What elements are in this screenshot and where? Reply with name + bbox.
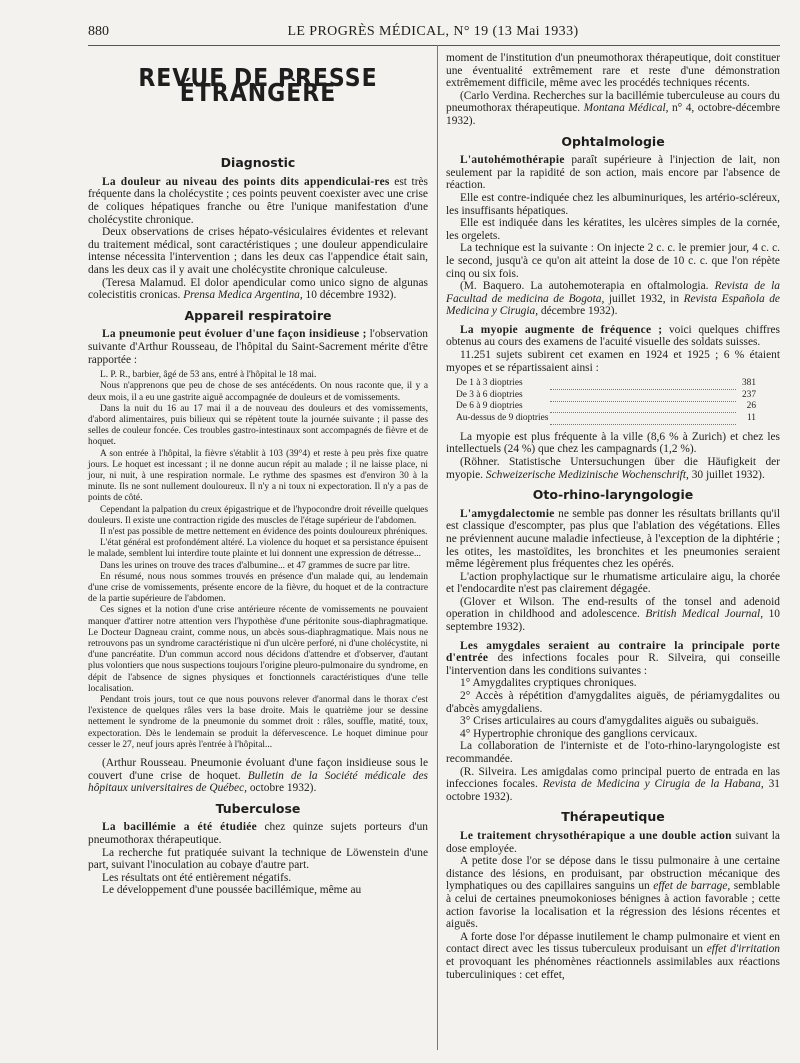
table-row	[456, 413, 756, 425]
table-cell-label: De 6 à 9 dioptries	[456, 401, 523, 412]
journal-title: Schweizerische Medizinische Wochenschrift,	[485, 468, 689, 481]
list-item: 2° Accès à répétition d'amygdalites aiguës, de périamygdalites ou d'abcès amygdaliens.	[446, 690, 780, 715]
table-cell-label: De 3 à 6 dioptries	[456, 389, 523, 400]
text: octobre 1932).	[247, 782, 317, 795]
text: et provoquant les phénomènes réactionnels assimilables aux réactions tuberculiniques : cet effet,	[446, 955, 780, 981]
emphasis: effet de barrage,	[653, 880, 731, 893]
paragraph	[88, 176, 428, 226]
text: 10 septembre 1932).	[446, 608, 780, 634]
text: est très fréquente dans la cholécystite ; ces points peuvent coexister avec une crise de coliques hépatiques franche ou être l'unique manifestation d'une cholécystite chronique.	[88, 175, 428, 226]
text: (Glover et Wilson. The end-results of the tonsel and adenoid operation in childhood and adolescence.	[446, 595, 780, 621]
paragraph	[446, 324, 780, 349]
text: juillet 1932, in	[604, 292, 684, 305]
paragraph: moment de l'institution d'un pneumothorax thérapeutique, doit constituer une éventualité extrêmement rare et reste d'une démonstration extrêmement difficile, même avec les procédés techniques récents.	[446, 52, 780, 90]
paragraph: Les résultats ont été entièrement négatifs.	[102, 871, 292, 884]
text: paraît supérieure à l'injection de lait, non seulement par la rapidité de son action, mais encore par l'absence de réaction.	[446, 154, 780, 192]
journal-title: Montana Médical,	[583, 102, 669, 115]
obs-paragraph: L'état général est profondément altéré. La violence du hoquet et sa persistance épuisent le malade, semblent lui interdire toute plainte et lui donnent une expression de détresse...	[88, 538, 428, 560]
page-header	[88, 22, 778, 44]
section-title: REVUE DE PRESSE ÉTRANGÈRE	[138, 64, 378, 108]
obs-paragraph: Ces signes et la notion d'une crise antérieure récente de vomissements ne pouvaient manquer d'attirer notre attention vers l'hypothèse d'une péritonite sous-diaphragmatique. Le Docteur Dagneau craint, comme nous, un abcès sous-diaphragmatique. Mais nous ne retrouvons pas un syndrome caractéristique ni d'un ulcère perforé, ni d'une cholécystite, ni d'une pancréatite. D'un commun accord nous décidons d'attendre et d'observer, d'autant plus volontiers que nous suspections toujours l'origine pleuro-pulmonaire du syndrome, en dépit de l'absence de signes physiques et fonctionnels caractéristiques d'une telle localisation.	[88, 605, 428, 694]
table-row	[456, 401, 756, 413]
page-number: 880	[88, 24, 109, 39]
obs-paragraph: Il n'est pas possible de mettre nettement en évidence des points douloureux phréniques.	[100, 526, 428, 537]
paragraph: La recherche fut pratiquée suivant la technique de Löwenstein d'une part, suivant l'inoculation au cobaye d'autre part.	[88, 846, 428, 872]
reference	[446, 90, 780, 128]
myopia-table	[456, 378, 756, 425]
lead-phrase: L'amygdalectomie	[460, 507, 555, 520]
paragraph: Le développement d'une poussée bacillémique, même au	[102, 884, 362, 897]
paragraph: Elle est indiquée dans les kératites, les ulcères simples de la cornée, les orgelets.	[446, 217, 780, 242]
text: voici quelques chiffres obtenus au cours des examens de l'acuité visuelle des soldats suisses.	[446, 323, 780, 349]
paragraph	[446, 931, 780, 981]
obs-paragraph: Dans les urines on trouve des traces d'albumine... et 47 grammes de sucre par litre.	[100, 560, 410, 571]
table-cell-value: 381	[741, 378, 756, 389]
right-column	[446, 52, 780, 981]
lead-phrase: Le traitement chrysothérapique a une double action	[460, 829, 732, 842]
paragraph	[446, 830, 780, 855]
lead-phrase: Les amygdales seraient au contraire la principale porte d'entrée	[446, 639, 780, 665]
text: (R. Silveira. Les amigdalas como principal puerto de entrada en las infecciones focales.	[446, 765, 780, 791]
text: des infections focales pour R. Silveira, qui conseille l'intervention dans les conditions suivantes :	[446, 652, 780, 677]
text: 30 juillet 1932).	[688, 468, 765, 481]
heading-diagnostic: Diagnostic	[220, 155, 296, 171]
left-column	[88, 52, 428, 897]
journal-title: British Medical Journal,	[645, 608, 764, 621]
table-cell-value: 11	[746, 412, 756, 423]
obs-paragraph: Dans la nuit du 16 au 17 mai il a de nouveau des douleurs et des vomissements, d'abord alimentaires, puis bilieux qui se répètent toute la journée suivante ; il passe des selles de couleur foncée. Ces troubles gastro-intestinaux sont accompagnés de fièvre et de hoquet.	[88, 403, 428, 448]
journal-title: Bulletin de la Société médicale des hôpitaux universitaires de Québec,	[88, 769, 428, 795]
table-row	[456, 390, 756, 402]
paragraph: 11.251 sujets subirent cet examen en 1924 et 1925 ; 6 % étaient myopes et se répartissaient ainsi :	[446, 349, 780, 374]
text: 31 octobre 1932).	[446, 778, 780, 803]
header-rule	[88, 45, 780, 46]
paragraph	[446, 855, 780, 931]
obs-paragraph: Pendant trois jours, tout ce que nous pouvons relever d'anormal dans le thorax c'est l'existence de quelques râles vers la base droite. Mais le quatrième jour se dessine nettement le syndrome de la pneumonie du sommet droit : râles, souffle, matité, toux, expectoration. Dès le lendemain se produit la défervescence. Le hoquet diminue pour cesser le 27, neuf jours après l'entrée à l'hôpital...	[88, 694, 428, 750]
reference	[446, 596, 780, 634]
lead-phrase: La douleur au niveau des points dits appendiculai-res	[102, 175, 390, 188]
text: suivant la dose employée.	[446, 829, 780, 855]
journal-title: Revista Española de Medicina y Cirugia,	[446, 292, 780, 318]
paragraph: L'action prophylactique sur le rhumatisme articulaire aigu, la chorée et l'endocardite n'est pas clairement dégagée.	[446, 570, 780, 596]
lead-phrase: La myopie augmente de fréquence ;	[460, 323, 663, 336]
lead-phrase: La bacillémie a été étudiée	[102, 821, 258, 834]
table-row	[456, 378, 756, 390]
text: chez quinze sujets porteurs d'un pneumothorax thérapeutique.	[88, 821, 428, 846]
emphasis: effet d'irritation	[706, 943, 780, 956]
paragraph	[446, 154, 780, 192]
heading-ophtalmologie: Ophtalmologie	[561, 133, 665, 149]
reference	[88, 277, 428, 302]
reference	[88, 757, 428, 795]
reference	[446, 280, 780, 318]
table-cell-label: Au-dessus de 9 dioptries	[456, 412, 549, 423]
paragraph: Deux observations de crises hépato-vésiculaires évidentes et relevant du traitement médical, sont caractéristiques ; une douleur appendiculaire intense nécessita l'intervention ; dans les deux cas l'appendice était sain, dans les deux cas il y avait une cholécystite chronique calculeuse.	[88, 226, 428, 276]
paragraph	[88, 328, 428, 366]
heading-tuberculose: Tuberculose	[215, 800, 301, 816]
paragraph	[446, 640, 780, 678]
paragraph	[446, 508, 780, 571]
heading-oto-rhino-laryngologie: Oto-rhino-laryngologie	[532, 487, 694, 503]
journal-title: Revista de la Facultad de medicina de Bogota,	[446, 280, 780, 305]
text: (Röhner. Statistische Untersuchungen über die Häufigkeit der myopie.	[446, 455, 780, 481]
text: semblable à celui de certaines pneumokonioses bénignes à action favorable ; cette action favorise la localisation et la régression des lésions récentes et aiguës.	[446, 880, 780, 931]
text: 10 décembre 1932).	[302, 289, 397, 302]
text: (Teresa Malamud. El dolor apendicular como unico signo de algunas colecistitis cronicas.	[88, 276, 428, 302]
text: (Carlo Verdina. Recherches sur la bacillémie tuberculeuse au cours du pneumothorax thérapeutique.	[446, 89, 780, 115]
running-title: LE PROGRÈS MÉDICAL, N° 19 (13 Mai 1933)	[287, 24, 579, 39]
obs-paragraph: Cependant la palpation du creux épigastrique et de l'hypocondre droit réveille quelques douleurs. Il existe une contraction rigide des muscles de l'étage supérieur de l'abdomen.	[88, 504, 428, 526]
heading-therapeutique: Thérapeutique	[561, 809, 665, 825]
reference	[446, 766, 780, 804]
paragraph: La myopie est plus fréquente à la ville (8,6 % à Zurich) et chez les intellectuels (24 %) que chez les campagnards (1,2 %).	[446, 430, 780, 456]
column-divider	[437, 45, 438, 1050]
heading-respiratoire: Appareil respiratoire	[184, 307, 332, 323]
obs-paragraph: Nous n'apprenons que peu de chose de ses antécédents. On nous raconte que, il y a deux mois, il a eu une gastrite aiguë accompagnée de douleurs et de vomissements.	[88, 381, 428, 403]
table-cell-label: De 1 à 3 dioptries	[456, 378, 523, 389]
obs-paragraph: A son entrée à l'hôpital, la fièvre s'établit à 103 (39°4) et reste à peu près fixe quatre jours. Le hoquet est incessant ; il ne donne aucun répit au malade ; il ne laisse place, ni jour, ni nuit, à une respiration normale. Le rythme des spasmes est d'environ 30 à la minute. Ils ne sont nullement douloureux. Il n'y a ni toux ni expectoration. Il n'y a pas de points de côté.	[88, 448, 428, 504]
text: n° 4, octobre-décembre 1932).	[446, 102, 780, 127]
reference	[446, 456, 780, 481]
table-cell-value: 237	[741, 389, 756, 400]
text: ne semble pas donner les résultats brillants qu'il est classique d'escompter, pas plus que l'ablation des végétations. Elles ne préviennent aucune maladie infectieuse, à l'exception de la diphtérie ; les otites, les mastoïdites, les bronchites et les pneumonies seraient même légèrement plus fréquentes chez les opérés.	[446, 507, 780, 571]
table-cell-value: 26	[746, 401, 756, 412]
list-item: 4° Hypertrophie chronique des ganglions cervicaux.	[460, 727, 698, 740]
lead-phrase: L'autohémothérapie	[460, 154, 565, 167]
text: A forte dose l'or dépasse inutilement le champ pulmonaire et vient en contact direct avec les tissus tuberculeux produisant un	[446, 930, 780, 956]
obs-paragraph: L. P. R., barbier, âgé de 53 ans, entré à l'hôpital le 18 mai.	[100, 370, 317, 381]
paragraph: Elle est contre-indiquée chez les albuminuriques, les artério-scléreux, les insuffisants hépatiques.	[446, 191, 780, 217]
journal-title: Prensa Medica Argentina,	[183, 289, 303, 302]
list-item: 1° Amygdalites cryptiques chroniques.	[460, 677, 637, 690]
text: (Arthur Rousseau. Pneumonie évoluant d'une façon insidieuse sous le couvert d'une crise de hoquet.	[88, 757, 428, 782]
text: décembre 1932).	[538, 305, 618, 318]
observation-block	[88, 370, 428, 751]
paragraph: La collaboration de l'interniste et de l'oto-rhino-laryngologiste est recommandée.	[446, 740, 780, 765]
list-item: 3° Crises articulaires au cours d'amygdalites aiguës ou subaiguës.	[460, 715, 759, 728]
lead-phrase: La pneumonie peut évoluer d'une façon insidieuse ;	[102, 328, 367, 341]
text: A petite dose l'or se dépose dans le tissu pulmonaire à une certaine distance des lésions, en produisant, par obstruction mécanique des lymphatiques ou des capillaires sanguins un	[446, 855, 780, 893]
text: l'observation suivante d'Arthur Rousseau, de l'hôpital du Saint-Sacrement mérite d'être rapportée :	[88, 328, 428, 366]
paragraph: La technique est la suivante : On injecte 2 c. c. le premier jour, 4 c. c. le second, jusqu'à ce qu'on ait atteint la dose de 10 c. c. que l'on répète cinq ou six fois.	[446, 242, 780, 280]
text: (M. Baquero. La autohemoterapia en oftalmologia.	[460, 280, 715, 293]
obs-paragraph: En résumé, nous nous sommes trouvés en présence d'un malade qui, au lendemain d'une crise de vomissements, présente encore de la fièvre, du hoquet et de la contracture de la partie supérieure de l'abdomen.	[88, 571, 428, 605]
paragraph	[88, 821, 428, 846]
journal-title: Revista de Medicina y Cirugia de la Habana,	[542, 778, 764, 791]
